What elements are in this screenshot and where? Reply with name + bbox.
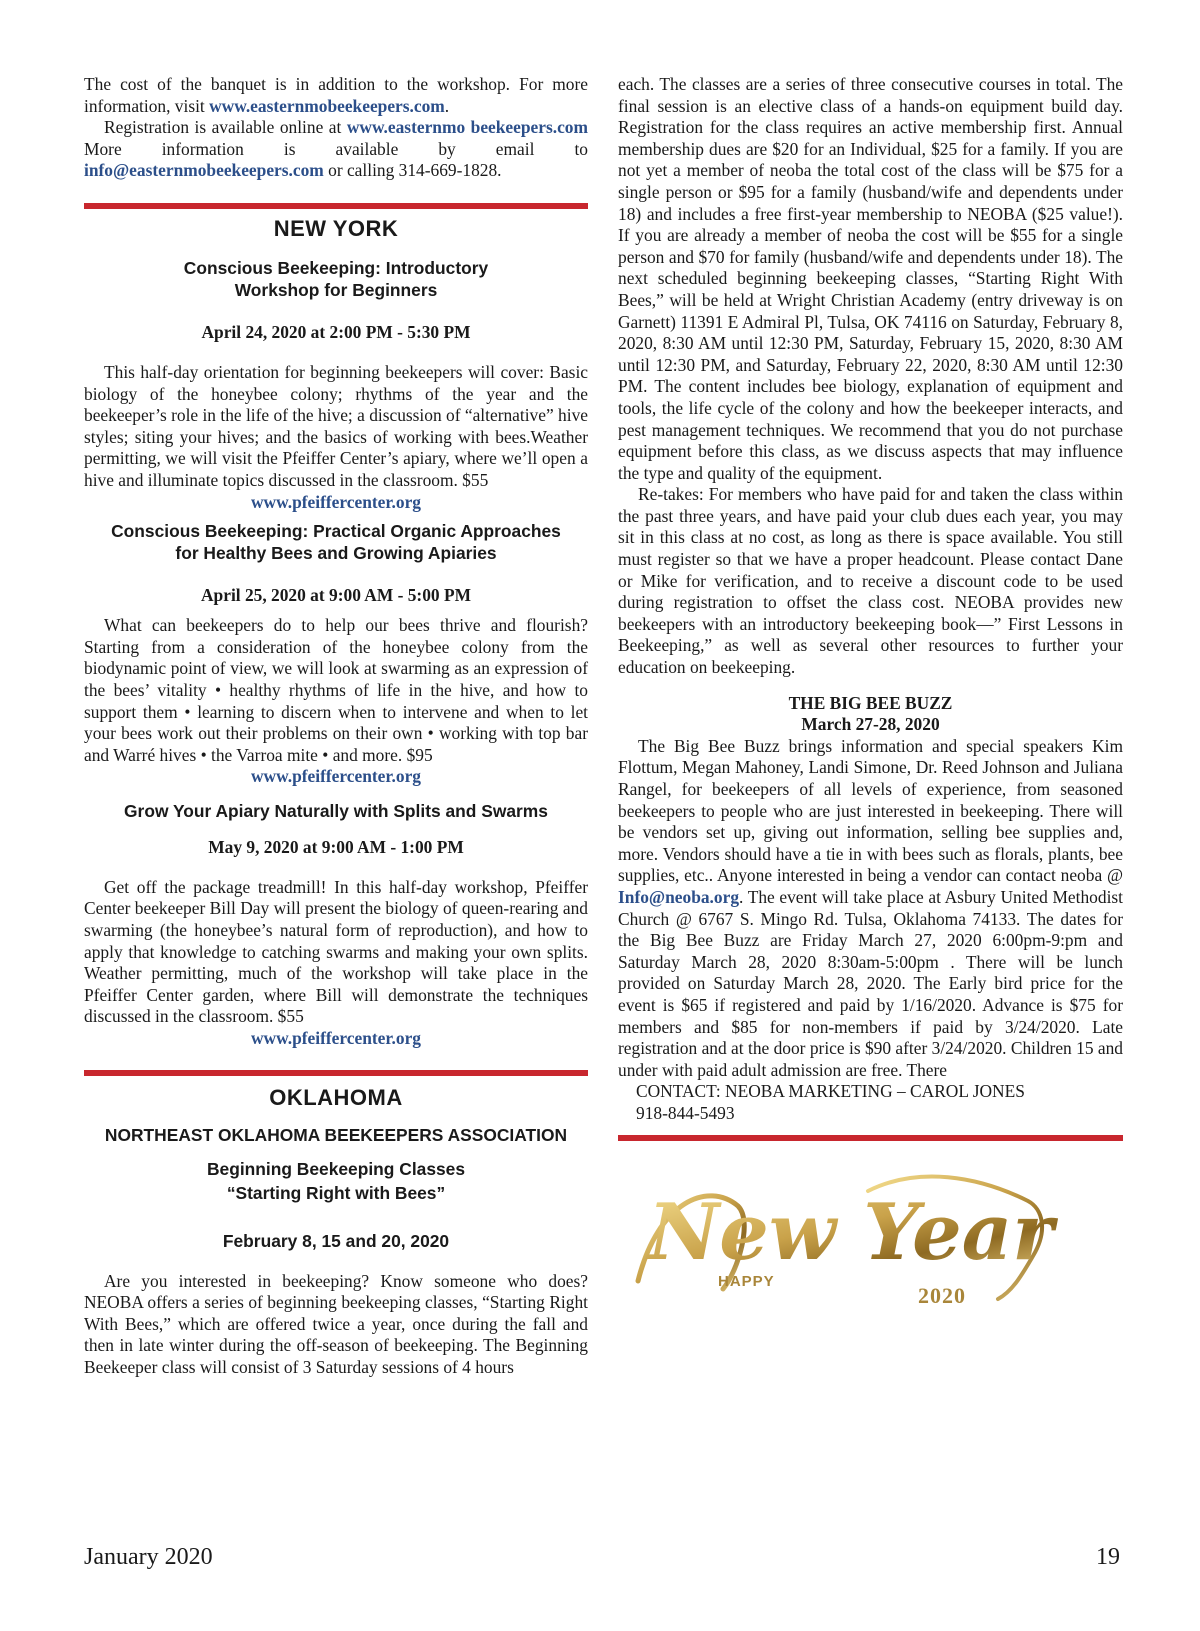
- event-date: March 27-28, 2020: [801, 714, 940, 735]
- happy-text: HAPPY: [718, 1272, 775, 1290]
- event-link-wrap: [84, 1028, 588, 1050]
- registration-end: or calling 314-669-1828.: [323, 160, 502, 181]
- page-number: 19: [1096, 1544, 1120, 1570]
- event-date: April 25, 2020 at 9:00 AM - 5:00 PM: [201, 585, 471, 606]
- left-column: [84, 74, 588, 1379]
- contact-line: CONTACT: NEOBA MARKETING – CAROL JONES: [636, 1081, 1025, 1102]
- eastern-mo-registration-link[interactable]: www.easternmo beekeepers.com: [346, 117, 588, 138]
- registration-mid: More information is available by email to: [84, 138, 588, 159]
- year-text: 2020: [918, 1282, 966, 1308]
- event-description: What can beekeepers do to help our bees thrive and flourish? Starting from a consideration of the honeybee colony from the biodynamic point of view, we will look at swarming as an expression of the bees’ vitality • healthy rhythms of life in the hive, and how to support them • learning to discern when to intervene and when to let your bees work out their problems on their own • working with top bar and Warré hives • the Varroa mite • and more. $95: [84, 615, 588, 765]
- intro-text: The cost of the banquet is in addition to the workshop. For more information, visit: [84, 74, 588, 116]
- big-bee-buzz: [618, 693, 1123, 1125]
- new-year-script: New Year: [648, 1186, 1054, 1278]
- event-title: for Healthy Bees and Growing Apiaries: [175, 543, 497, 564]
- event-description: This half-day orientation for beginning beekeepers will cover: Basic biology of the honeybee colony; rhythms of the year and the beekeeper’s role in the life of the hive; a discussion of “alternative” hive styles; siting your hives; and the basics of working with bees.Weather permitting, we will visit the Pfeiffer Center’s apiary, where we’ll open a hive and illuminate topics discussed in the classroom. $55: [84, 361, 588, 490]
- retakes-paragraph: Re-takes: For members who have paid for and taken the class within the past three years, and have paid your club dues each year, you may sit in this class at no cost, as long as there is space available. You still must register so that we have a proper headcount. Please contact Dane or Mike for verification, and to receive a discount code to be used during registration to offset the class cost. NEOBA provides new beekeepers with an introductory beekeeping book—” First Lessons in Beekeeping,” as well as several other resources to further your education on beekeeping.: [618, 484, 1123, 678]
- section-divider: [84, 203, 588, 209]
- event-link-wrap: [84, 766, 588, 788]
- oklahoma-continued: each. The classes are a series of three consecutive courses in total. The final session is an elective class of a hands-on equipment build day. Registration for the class requires an active membership first. Annual membership dues are $20 for an Individual, $25 for a family. If you are not yet a member of neoba the total cost of the class will be $75 for a single person or $95 for a family (husband/wife and dependents under 18) and includes a free first-year membership to NEOBA ($25 value!). If you are already a member of neoba the cost will be $55 for a single person and $70 for family (husband/wife and dependents under 18). The next scheduled beginning beekeeping classes, “Starting Right With Bees,” will be held at Wright Christian Academy (entry driveway is on Garnett) 11391 E Admiral Pl, Tulsa, OK 74116 on Saturday, February 8, 2020, 8:30 AM until 12:30 PM, Saturday, February 15, 2020, 8:30 AM until 12:30 PM, and Saturday, February 22, 2020, 8:30 AM until 12:30 PM. The content includes bee biology, explanation of equipment and tools, the life cycle of the colony and how the beekeeper interacts, and pest management techniques. We recommend that you do not purchase equipment before this class, as we discuss aspects that may influence the type and quality of the equipment.: [618, 74, 1123, 483]
- event-title: Conscious Beekeeping: Practical Organic Approaches: [111, 521, 561, 542]
- pfeiffer-center-link[interactable]: www.pfeiffercenter.org: [251, 491, 421, 512]
- pfeiffer-center-link[interactable]: www.pfeiffercenter.org: [251, 1028, 421, 1049]
- event-title: Workshop for Beginners: [234, 279, 438, 300]
- buzz-text: . The event will take place at Asbury United Methodist Church @ 6767 S. Mingo Rd. Tulsa, Oklahoma 74133. The dates for the Big Bee Buzz are Friday March 27, 2020 6:00pm-9:pm and Saturday March 28, 2020 8:30am-5:00pm . There will be lunch provided on Saturday March 28, 2020. The Early bird price for the event is $65 if registered and paid by 1/16/2020. Advance is $75 for members and $85 for non-members if paid by 3/24/2020. Late registration and at the door price is $90 after 3/24/2020. Children 15 and under with paid adult admission are free. There: [618, 886, 1123, 1080]
- event-ny-2: [84, 520, 588, 788]
- event-oklahoma: [84, 1124, 588, 1379]
- event-title: THE BIG BEE BUZZ: [788, 692, 953, 713]
- intro-paragraph-1: [84, 74, 588, 117]
- oklahoma-heading: OKLAHOMA: [269, 1084, 403, 1110]
- buzz-text: The Big Bee Buzz brings information and special speakers Kim Flottum, Megan Mahoney, Landi Simone, Dr. Reed Johnson and Juliana Rangel, for beekeepers of all levels of experience, from seasoned beekeepers to people who are just interested in beekeeping. There will be vendors set up, giving out information, selling bee supplies and, more. Vendors should have a tie in with bees such as florals, plants, bee supplies, etc.. Anyone interested in being a vendor can contact neoba @: [618, 735, 1123, 886]
- new-york-heading: NEW YORK: [273, 215, 399, 241]
- event-title: Grow Your Apiary Naturally with Splits and Swarms: [124, 800, 548, 821]
- intro-end: .: [444, 95, 450, 116]
- section-divider: [84, 1070, 588, 1076]
- intro-paragraph-2: [84, 117, 588, 182]
- event-description: [618, 736, 1123, 1082]
- event-link-wrap: [84, 492, 588, 514]
- right-column: [618, 74, 1123, 1311]
- event-date: February 8, 15 and 20, 2020: [222, 1230, 450, 1251]
- registration-text: Registration is available online at: [104, 117, 347, 138]
- event-description: Are you interested in beekeeping? Know someone who does? NEOBA offers a series of beginning beekeeping classes, “Starting Right With Bees,” which are offered twice a year, once during the fall and then in late winter during the off-season of beekeeping. The Beginning Beekeeper class will consist of 3 Saturday sessions of 4 hours: [84, 1270, 588, 1377]
- event-description: Get off the package treadmill! In this half-day workshop, Pfeiffer Center beekeeper Bill Day will present the biology of queen-rearing and swarming (the honeybee’s natural form of reproduction), and how to apply that knowledge to catching swarms and making your own splits. Weather permitting, much of the workshop will take place in the Pfeiffer Center garden, where Bill will demonstrate the techniques discussed in the classroom. $55: [84, 876, 588, 1027]
- neoba-email-link[interactable]: Info@neoba.org: [618, 886, 740, 907]
- happy-new-year-graphic: [618, 1161, 1058, 1311]
- section-divider: [618, 1135, 1123, 1141]
- event-ny-3: [84, 800, 588, 1050]
- eastern-mo-link[interactable]: www.easternmobeekeepers.com: [209, 95, 445, 116]
- event-title: “Starting Right with Bees”: [226, 1182, 446, 1203]
- footer-month: January 2020: [84, 1544, 213, 1570]
- event-ny-1: [84, 257, 588, 513]
- event-date: May 9, 2020 at 9:00 AM - 1:00 PM: [208, 836, 464, 857]
- event-date: April 24, 2020 at 2:00 PM - 5:30 PM: [201, 321, 471, 342]
- contact-phone: 918-844-5493: [636, 1102, 735, 1123]
- organization-name: NORTHEAST OKLAHOMA BEEKEEPERS ASSOCIATION: [104, 1124, 568, 1145]
- pfeiffer-center-link[interactable]: www.pfeiffercenter.org: [251, 766, 421, 787]
- event-title: Conscious Beekeeping: Introductory: [183, 257, 489, 278]
- event-title: Beginning Beekeeping Classes: [206, 1158, 466, 1179]
- eastern-mo-email-link[interactable]: info@easternmobeekeepers.com: [84, 160, 324, 181]
